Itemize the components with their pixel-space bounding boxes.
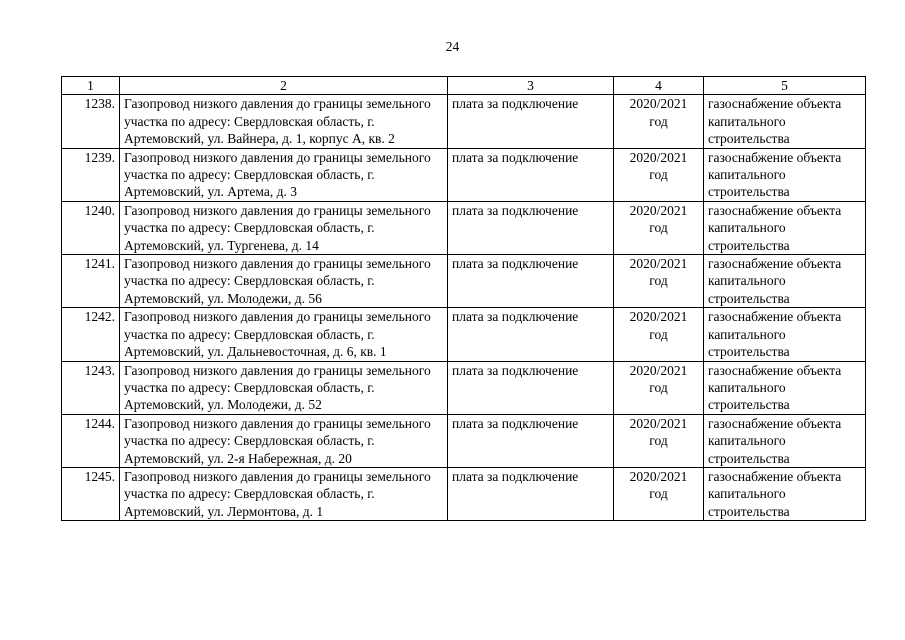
- object-name: Газопровод низкого давления до границы земельного участка по адресу: Свердловская область, г. Артемовский, ул. Молодежи, д. 52: [120, 361, 448, 414]
- period-years: 2020/2021: [629, 362, 688, 378]
- period-unit: год: [649, 486, 668, 502]
- period-cell: [614, 308, 704, 361]
- period-cell: [614, 361, 704, 414]
- purpose: газоснабжение объекта капитального строительства: [704, 361, 866, 414]
- period-years: 2020/2021: [629, 202, 688, 218]
- period-cell: [614, 414, 704, 467]
- table-row: [62, 255, 866, 308]
- object-name: Газопровод низкого давления до границы земельного участка по адресу: Свердловская область, г. Артемовский, ул. Молодежи, д. 56: [120, 255, 448, 308]
- period-years: 2020/2021: [629, 149, 688, 165]
- period-unit: год: [649, 379, 668, 395]
- purpose: газоснабжение объекта капитального строительства: [704, 308, 866, 361]
- period-cell: [614, 255, 704, 308]
- row-number: 1244.: [62, 414, 120, 467]
- funding-source: плата за подключение: [448, 255, 614, 308]
- period-years: 2020/2021: [629, 468, 688, 484]
- table-row: [62, 414, 866, 467]
- funding-source: плата за подключение: [448, 201, 614, 254]
- period-unit: год: [649, 220, 668, 236]
- column-header: 4: [614, 77, 704, 95]
- column-header: 3: [448, 77, 614, 95]
- funding-source: плата за подключение: [448, 308, 614, 361]
- object-name: Газопровод низкого давления до границы земельного участка по адресу: Свердловская область, г. Артемовский, ул. Артема, д. 3: [120, 148, 448, 201]
- funding-source: плата за подключение: [448, 95, 614, 148]
- period-unit: год: [649, 273, 668, 289]
- purpose: газоснабжение объекта капитального строительства: [704, 414, 866, 467]
- table-row: [62, 201, 866, 254]
- purpose: газоснабжение объекта капитального строительства: [704, 255, 866, 308]
- period-cell: [614, 148, 704, 201]
- funding-source: плата за подключение: [448, 467, 614, 520]
- purpose: газоснабжение объекта капитального строительства: [704, 148, 866, 201]
- page-number: 24: [445, 39, 460, 54]
- table-row: [62, 308, 866, 361]
- row-number: 1238.: [62, 95, 120, 148]
- period-cell: [614, 95, 704, 148]
- purpose: газоснабжение объекта капитального строительства: [704, 201, 866, 254]
- column-header: 1: [62, 77, 120, 95]
- table-row: [62, 361, 866, 414]
- period-cell: [614, 201, 704, 254]
- column-header: 2: [120, 77, 448, 95]
- object-name: Газопровод низкого давления до границы земельного участка по адресу: Свердловская область, г. Артемовский, ул. 2-я Набережная, д. 20: [120, 414, 448, 467]
- row-number: 1243.: [62, 361, 120, 414]
- period-years: 2020/2021: [629, 96, 688, 112]
- period-unit: год: [649, 326, 668, 342]
- period-years: 2020/2021: [629, 256, 688, 272]
- investment-table: [61, 76, 866, 521]
- period-years: 2020/2021: [629, 309, 688, 325]
- table-row: [62, 467, 866, 520]
- row-number: 1245.: [62, 467, 120, 520]
- row-number: 1241.: [62, 255, 120, 308]
- row-number: 1242.: [62, 308, 120, 361]
- object-name: Газопровод низкого давления до границы земельного участка по адресу: Свердловская область, г. Артемовский, ул. Тургенева, д. 14: [120, 201, 448, 254]
- row-number: 1239.: [62, 148, 120, 201]
- column-header: 5: [704, 77, 866, 95]
- table-header-row: [62, 77, 866, 95]
- funding-source: плата за подключение: [448, 148, 614, 201]
- object-name: Газопровод низкого давления до границы земельного участка по адресу: Свердловская область, г. Артемовский, ул. Вайнера, д. 1, корпус А, кв. 2: [120, 95, 448, 148]
- table-row: [62, 148, 866, 201]
- purpose: газоснабжение объекта капитального строительства: [704, 467, 866, 520]
- row-number: 1240.: [62, 201, 120, 254]
- period-cell: [614, 467, 704, 520]
- funding-source: плата за подключение: [448, 361, 614, 414]
- object-name: Газопровод низкого давления до границы земельного участка по адресу: Свердловская область, г. Артемовский, ул. Дальневосточная, д. 6, кв. 1: [120, 308, 448, 361]
- purpose: газоснабжение объекта капитального строительства: [704, 95, 866, 148]
- period-unit: год: [649, 113, 668, 129]
- period-years: 2020/2021: [629, 415, 688, 431]
- period-unit: год: [649, 167, 668, 183]
- table-row: [62, 95, 866, 148]
- funding-source: плата за подключение: [448, 414, 614, 467]
- object-name: Газопровод низкого давления до границы земельного участка по адресу: Свердловская область, г. Артемовский, ул. Лермонтова, д. 1: [120, 467, 448, 520]
- period-unit: год: [649, 433, 668, 449]
